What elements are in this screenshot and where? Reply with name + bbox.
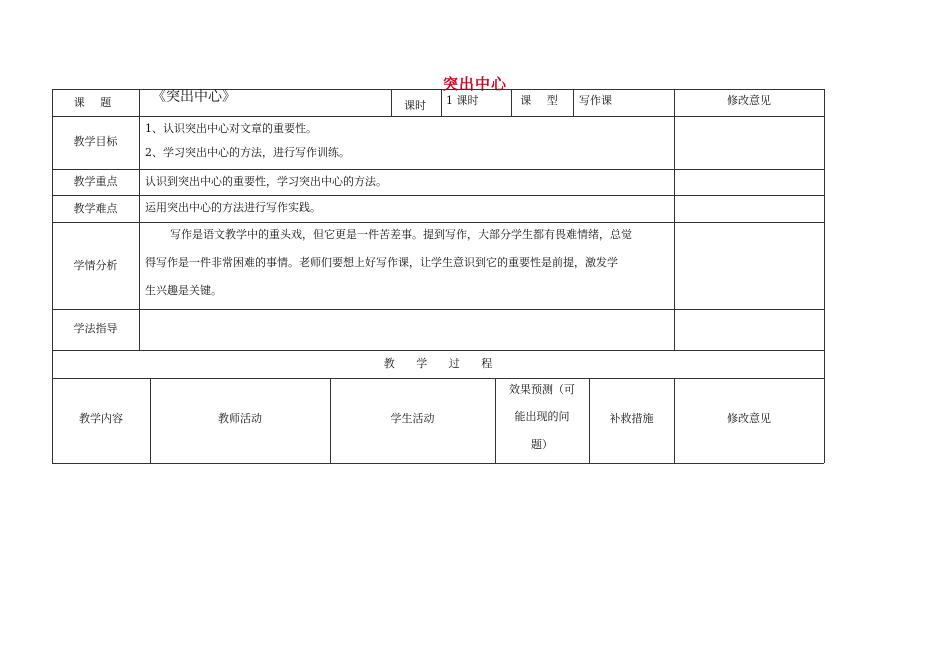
table-col-divider <box>573 89 574 116</box>
table-row-divider <box>52 309 824 310</box>
document-title: 突出中心 <box>442 75 507 93</box>
period-value: 1 课时 <box>446 94 479 107</box>
process-col-student: 学生活动 <box>390 412 435 425</box>
period-label: 课时 <box>404 99 426 112</box>
table-border-bottom <box>52 463 824 464</box>
table-border-right <box>824 89 825 463</box>
difficulties-label: 教学难点 <box>73 202 118 215</box>
type-label: 课 型 <box>520 94 564 107</box>
analysis-line: 写作是语文教学中的重头戏，但它更是一件苦差事。提到写作，大部分学生都有畏难情绪，总觉 <box>170 228 632 241</box>
process-col-effect-line: 题） <box>531 438 553 451</box>
analysis-line: 生兴趣是关键。 <box>145 284 222 297</box>
goal-item: 1、认识突出中心对文章的重要性。 <box>145 122 317 135</box>
analysis-label: 学情分析 <box>73 259 118 272</box>
key-points-text: 认识到突出中心的重要性，学习突出中心的方法。 <box>145 175 387 188</box>
table-col-divider <box>391 89 392 116</box>
table-row-divider <box>52 350 824 351</box>
table-row-divider <box>52 378 824 379</box>
topic-value: 《突出中心》 <box>152 89 236 105</box>
type-value: 写作课 <box>579 94 612 107</box>
process-col-revise: 修改意见 <box>727 412 771 425</box>
difficulties-text: 运用突出中心的方法进行写作实践。 <box>145 201 321 214</box>
table-row-divider <box>52 195 824 196</box>
goals-label: 教学目标 <box>73 135 118 148</box>
process-col-effect-line: 效果预测（可 <box>509 383 575 396</box>
table-col-divider <box>674 89 675 350</box>
key-points-label: 教学重点 <box>73 175 118 188</box>
table-row-divider <box>52 116 824 117</box>
topic-label: 课 题 <box>73 96 118 109</box>
revise-label: 修改意见 <box>727 94 771 107</box>
analysis-line: 得写作是一件非常困难的事情。老师们要想上好写作课，让学生意识到它的重要性是前提，激发学 <box>145 256 618 269</box>
table-col-divider <box>139 89 140 350</box>
process-col-remedy: 补救措施 <box>609 412 654 425</box>
method-label: 学法指导 <box>73 322 118 335</box>
process-col-effect-line: 能出现的问 <box>514 410 570 423</box>
process-title: 教 学 过 程 <box>383 357 493 370</box>
process-col-content: 教学内容 <box>79 412 123 425</box>
goal-item: 2、学习突出中心的方法，进行写作训练。 <box>145 146 350 159</box>
process-col-teacher: 教师活动 <box>218 412 262 425</box>
table-col-divider <box>441 89 442 116</box>
table-row-divider <box>52 169 824 170</box>
